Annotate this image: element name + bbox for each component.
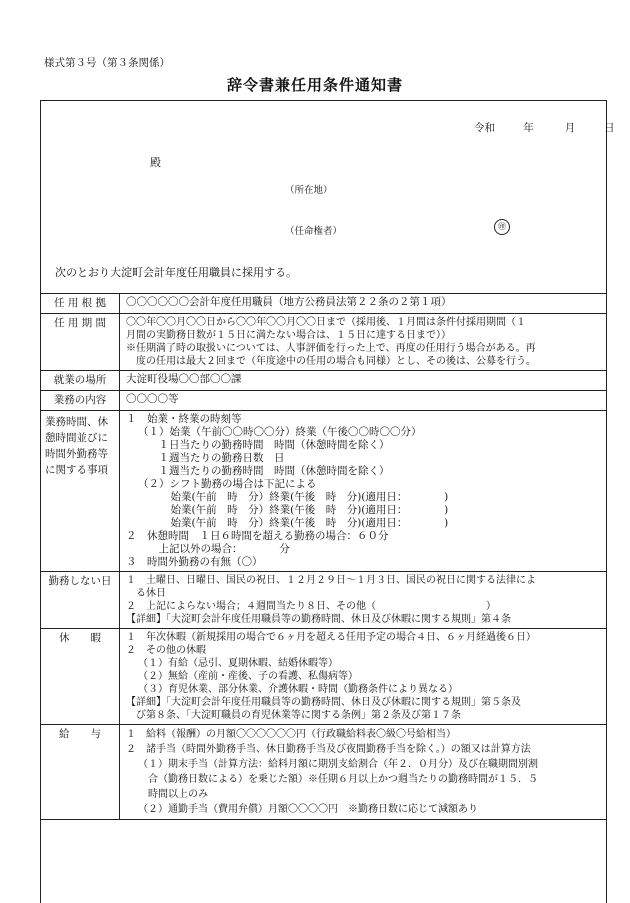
text-line: １週当たりの勤務日数 日 — [148, 452, 285, 464]
text-line: 【詳細】「大淀町会計年度任用職員等の勤務時間、休日及び休暇に関する規則」第４条 — [126, 614, 511, 625]
text-line: （２）無給（産前・産後、子の看護、私傷病等） — [138, 671, 358, 682]
row-label-period: 任 用 期 間 — [41, 314, 120, 371]
text-line: ３ 時間外勤務の有無（〇） — [126, 556, 263, 568]
table-row — [41, 314, 607, 371]
text-line: （１）期末手当（計算方法：給料月額に期別支給割合（年２．０月分）及び在職期間別割 — [138, 759, 538, 770]
table-row — [41, 411, 607, 572]
text-line: 〇〇年〇〇月〇〇日から〇〇年〇〇月〇〇日まで（採用後、１月間は条件付採用期間（１ — [126, 317, 526, 328]
table-row — [41, 725, 607, 820]
text-line: 〇〇〇〇等 — [126, 393, 179, 405]
text-line: 合（勤務日数による）を乗じた額）※任期６月以上かつ週当たりの勤務時間が１５．５ — [138, 774, 538, 785]
text-line: （３）育児休業、部分休業、介護休暇・時間（勤務条件により異なる） — [138, 684, 458, 695]
text-line: 度の任用は最大２回まで（年度途中の任用の場合も同様）とし、その後は、公募を行う。 — [126, 356, 536, 367]
row-value-duties — [120, 391, 607, 411]
seal-mark: ㊞ — [494, 219, 510, 235]
row-label-workplace: 就業の場所 — [41, 371, 120, 391]
row-label-basis: 任 用 根 拠 — [41, 294, 120, 314]
text-line: （２）シフト勤務の場合は下記による — [138, 478, 317, 490]
row-value-hours — [120, 411, 607, 572]
text-line: １ 年次休暇（新規採用の場合で６ヶ月を超える任用予定の場合４日、６ヶ月経過後６日） — [126, 632, 536, 643]
text-line: （１）始業（午前〇〇時〇〇分）終業（午後〇〇時〇〇分） — [138, 426, 422, 438]
text-line: （２）通勤手当（費用弁償）月額〇〇〇〇円 ※勤務日数に応じて減額あり — [138, 804, 478, 815]
text-line: ２ 上記によらない場合；４週間当たり８日、その他（ ） — [126, 601, 496, 612]
date-line — [474, 120, 615, 135]
document-title: 辞令書兼任用条件通知書 — [226, 76, 403, 94]
text-line: 始業(午前 時 分）終業(午後 時 分)(適用日： ) — [160, 517, 449, 529]
date-day: 日 — [604, 122, 615, 134]
table-row — [41, 391, 607, 411]
text-line: （１）有給（忌引、夏期休暇、結婚休暇等） — [138, 658, 338, 669]
addressee-suffix: 殿 — [150, 156, 161, 169]
row-value-workplace — [120, 371, 607, 391]
row-value-salary — [120, 725, 607, 820]
date-era: 令和 — [474, 122, 495, 134]
date-month: 月 — [564, 122, 576, 134]
intro-text: 次のとおり大淀町会計年度任用職員に採用する。 — [55, 266, 297, 279]
text-line: 始業(午前 時 分）終業(午後 時 分)(適用日： ) — [160, 491, 449, 503]
row-label-days-off: 勤務しない日 — [41, 572, 120, 629]
appointer-label: （任命権者） — [285, 226, 343, 237]
table-row — [41, 371, 607, 391]
table-row — [41, 294, 607, 314]
location-label: （所在地） — [285, 185, 333, 196]
text-line: 上記以外の場合： 分 — [148, 543, 290, 555]
form-number: 様式第３号（第３条関係） — [44, 57, 170, 69]
text-line: １日当たりの勤務時間 時間（休憩時間を除く） — [148, 439, 390, 451]
text-line: ２ 休憩時間 １日６時間を超える勤務の場合：６０分 — [126, 530, 389, 542]
text-line: び第８条、「大淀町職員の育児休業等に関する条例」第２条及び第１７条 — [126, 710, 461, 721]
row-label-hours: 業務時間、休憩時間並びに時間外勤務等に関する事項 — [41, 411, 120, 572]
text-line: 大淀町役場〇〇部〇〇課 — [126, 373, 242, 385]
row-value-days-off — [120, 572, 607, 629]
text-line: ※任期満了時の取扱いについては、人事評価を行った上で、再度の任用行う場合がある。再 — [126, 343, 536, 354]
row-label-leave: 休 暇 — [41, 629, 120, 725]
table-row — [41, 572, 607, 629]
text-line: １ 始業・終業の時刻等 — [126, 413, 242, 425]
row-label-duties: 業務の内容 — [41, 391, 120, 411]
text-line: る休日 — [126, 588, 166, 599]
text-line: 始業(午前 時 分）終業(午後 時 分)(適用日： ) — [160, 504, 449, 516]
row-value-leave — [120, 629, 607, 725]
text-line: ２ その他の休暇 — [126, 645, 206, 656]
text-line: ２ 諸手当（時間外勤務手当、休日勤務手当及び夜間勤務手当を除く。）の額又は計算方法 — [126, 744, 531, 755]
conditions-table — [40, 293, 607, 820]
row-label-salary: 給 与 — [41, 725, 120, 820]
date-year: 年 — [523, 122, 534, 134]
text-line: １ 給料（報酬）の月額〇〇〇〇〇〇円（行政職給料表〇級〇号給相当） — [126, 729, 456, 740]
table-row — [41, 629, 607, 725]
text-line: 時間以上のみ — [138, 789, 208, 800]
text-line: １ 土曜日、日曜日、国民の祝日、１２月２９日～１月３日、国民の祝日に関する法律によ — [126, 575, 536, 586]
row-value-period — [120, 314, 607, 371]
text-line: １週当たりの勤務時間 時間（休憩時間を除く） — [148, 465, 390, 477]
text-line: 〇〇〇〇〇〇会計年度任用職員（地方公務員法第２２条の２第１項） — [126, 296, 452, 308]
text-line: 月間の実勤務日数が１５日に満たない場合は、１５日に達する日まで）） — [126, 330, 451, 341]
text-line: 【詳細】「大淀町会計年度任用職員等の勤務時間、休日及び休暇に関する規則」第５条及 — [126, 697, 521, 708]
row-value-basis — [120, 294, 607, 314]
